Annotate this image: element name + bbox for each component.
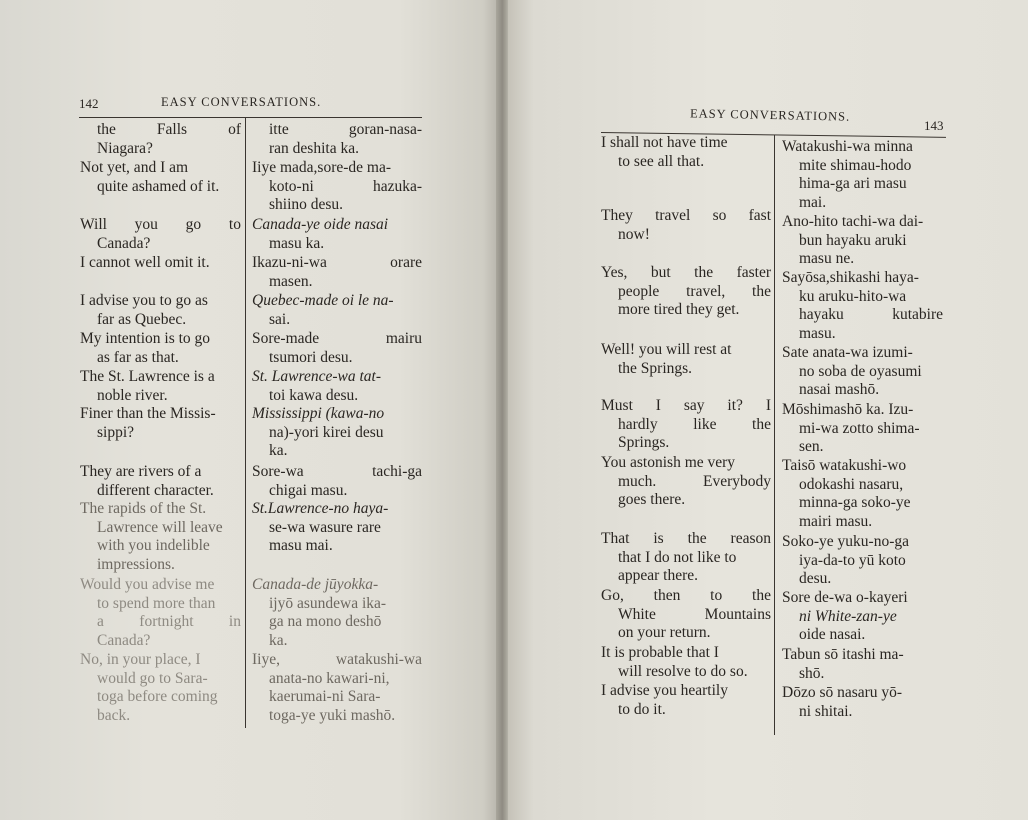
right-ja-row-6: Taisō watakushi-wo odokashi nasaru, minna-ga soko-ye mairi masu. (782, 457, 911, 530)
right-page-number: 143 (924, 118, 944, 133)
right-en-row-8: Go, then to the White Mountains on your return. (601, 587, 771, 641)
right-ja-row-2: Ano-hito tachi-wa dai- bun hayaku aruki masu ne. (782, 213, 924, 267)
left-ja-row-8: Mississippi (kawa-no na)-yori kirei desu ka. (252, 405, 385, 459)
left-ja-row-11: Canada-de jūyokka- ijyō asundewa ika- ga na mono deshō ka. (252, 576, 387, 649)
right-en-row-6: You astonish me very much. Everybody goes there. (601, 454, 771, 508)
left-ja-row-7: St. Lawrence-wa tat- toi kawa desu. (252, 368, 382, 404)
left-en-row-3: Will you go to Canada? (80, 216, 241, 252)
right-ja-row-3: Sayōsa,shikashi haya- ku aruku-hito-wa hayaku kutabire masu. (782, 269, 943, 342)
left-en-row-5: I advise you to go as far as Quebec. (80, 292, 208, 328)
left-en-row-4: I cannot well omit it. (80, 254, 210, 271)
left-running-head: EASY CONVERSATIONS. (161, 95, 322, 109)
left-en-row-2: Not yet, and I am quite ashamed of it. (80, 159, 220, 195)
right-en-row-3: Yes, but the faster people travel, the more tired they get. (601, 264, 771, 318)
left-en-row-1: the Falls of Niagara? (97, 121, 241, 157)
left-en-row-9: They are rivers of a different character. (80, 463, 214, 499)
left-header-rule (79, 117, 422, 118)
left-ja-row-3: Canada-ye oide nasai masu ka. (252, 216, 389, 252)
left-ja-row-12: Iiye, watakushi-wa anata-no kawari-ni, kaerumai-ni Sara- toga-ye yuki mashō. (252, 651, 422, 724)
right-ja-row-9: Tabun sō itashi ma- shō. (782, 646, 904, 682)
right-column-divider (774, 135, 775, 735)
left-ja-row-10: St.Lawrence-no haya- se-wa wasure rare masu mai. (252, 500, 389, 554)
right-en-row-5: Must I say it? I hardly like the Springs. (601, 397, 771, 451)
left-en-row-6: My intention is to go as far as that. (80, 330, 211, 366)
left-page-number: 142 (79, 96, 99, 111)
right-ja-row-10: Dōzo sō nasaru yō- ni shitai. (782, 684, 903, 720)
right-ja-row-8: Sore de-wa o-kayeri ni White-zan-ye oide nasai. (782, 589, 908, 643)
right-en-row-9: It is probable that I will resolve to do so. (601, 644, 748, 680)
right-en-row-10: I advise you heartily to do it. (601, 682, 728, 718)
right-running-head: EASY CONVERSATIONS. (689, 106, 851, 124)
right-en-row-2: They travel so fast now! (601, 207, 771, 243)
left-en-row-10: The rapids of the St. Lawrence will leave with you indelible impressions. (80, 500, 223, 573)
left-ja-row-4: Ikazu-ni-wa orare masen. (252, 254, 422, 290)
left-en-row-7: The St. Lawrence is a noble river. (80, 368, 215, 404)
left-ja-row-9: Sore-wa tachi-ga chigai masu. (252, 463, 422, 499)
right-ja-row-1: Watakushi-wa minna mite shimau-hodo hima-ga ari masu mai. (782, 138, 913, 211)
left-page (0, 0, 498, 820)
right-en-row-4: Well! you will rest at the Springs. (601, 341, 732, 377)
left-en-row-11: Would you advise me to spend more than a fortnight in Canada? (80, 576, 241, 649)
left-en-row-8: Finer than the Missis- sippi? (80, 405, 216, 441)
right-ja-row-7: Soko-ye yuku-no-ga iya-da-to yū koto desu. (782, 533, 909, 587)
right-en-row-7: That is the reason that I do not like to appear there. (601, 530, 771, 584)
right-en-row-1: I shall not have time to see all that. (601, 134, 728, 170)
right-ja-row-5: Mōshimashō ka. Izu- mi-wa zotto shima- sen. (782, 401, 920, 455)
left-ja-row-6: Sore-made mairu tsumori desu. (252, 330, 422, 366)
right-ja-row-4: Sate anata-wa izumi- no soba de oyasumi nasai mashō. (782, 344, 922, 398)
left-column-divider (245, 118, 246, 728)
left-en-row-12: No, in your place, I would go to Sara- toga before coming back. (80, 651, 218, 724)
left-ja-row-5: Quebec-made oi le na- sai. (252, 292, 394, 328)
left-ja-row-1: itte goran-nasa- ran deshita ka. (269, 121, 422, 157)
left-ja-row-2: Iiye mada,sore-de ma- koto-ni hazuka- shiino desu. (252, 159, 422, 213)
